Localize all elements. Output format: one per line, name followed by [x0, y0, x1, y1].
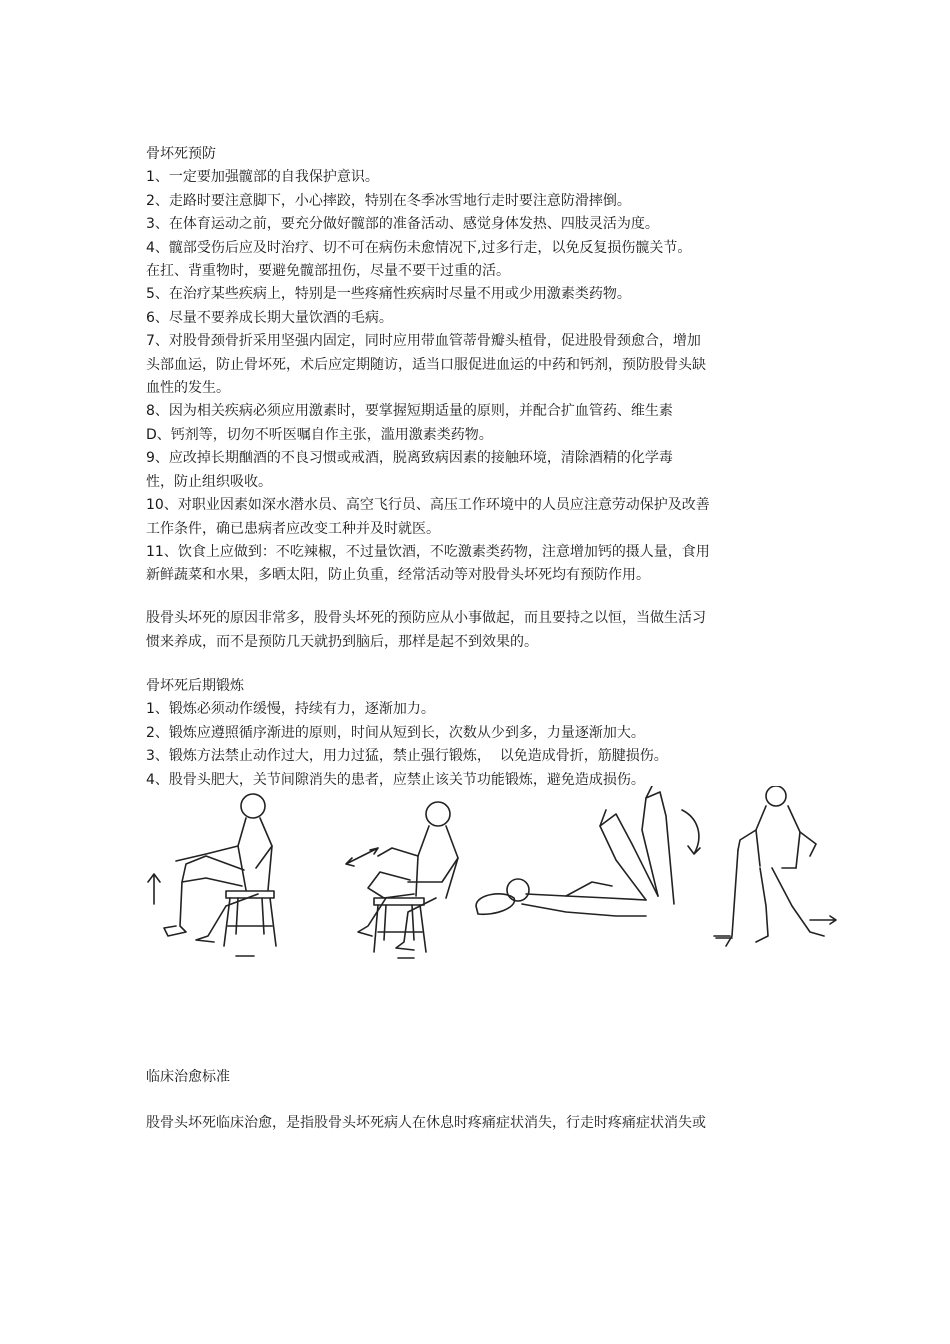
standing-leg-abduction-figure: [716, 786, 836, 946]
prevention-item: 8、因为相关疾病必须应用激素时，要掌握短期适量的原则，并配合扩血管药、维生素: [146, 403, 673, 420]
seated-knee-lift-figure: [148, 794, 276, 956]
exercise-item: 2、锻炼应遵照循序渐进的原则，时间从短到长，次数从少到多，力量逐渐加大。: [146, 724, 645, 741]
healing-text-block: [146, 1112, 812, 1135]
healing-text: 股骨头坏死临床治愈，是指股骨头坏死病人在休息时疼痛症状消失，行走时疼痛症状消失或: [146, 1115, 706, 1131]
prevention-item: 6、尽量不要养成长期大量饮酒的毛病。: [146, 309, 393, 326]
summary-paragraph: [146, 606, 812, 654]
exercise-title: 骨坏死后期锻炼: [146, 678, 244, 694]
prevention-item: 新鲜蔬菜和水果，多晒太阳，防止负重，经常活动等对股骨头坏死均有预防作用。: [146, 567, 650, 584]
prevention-item: 7、对股骨颈骨折采用坚强内固定，同时应用带血管蒂骨瓣头植骨，促进股骨颈愈合，增加: [146, 333, 701, 350]
prevention-item: 10、对职业因素如深水潜水员、高空飞行员、高压工作环境中的人员应注意劳动保护及改善: [146, 497, 710, 514]
prevention-item: 在扛、背重物时，要避免髋部扭伤，尽量不要干过重的活。: [146, 263, 510, 280]
prevention-item: 9、应改掉长期酗酒的不良习惯或戒酒，脱离致病因素的接触环境，清除酒精的化学毒: [146, 450, 673, 467]
prevention-item: 头部血运，防止骨坏死，术后应定期随访，适当口服促进血运的中药和钙剂，预防股骨头缺: [146, 356, 706, 373]
healing-section: [146, 1066, 812, 1089]
exercise-illustrations: [146, 786, 876, 966]
prevention-item: 1、一定要加强髋部的自我保护意识。: [146, 169, 379, 186]
healing-title: 临床治愈标准: [146, 1069, 230, 1085]
prevention-section: [146, 143, 812, 588]
exercise-section: [146, 675, 812, 792]
prevention-item: 工作条件，确已患病者应改变工种并及时就医。: [146, 520, 440, 537]
prevention-item: 2、走路时要注意脚下，小心摔跤，特别在冬季冰雪地行走时要注意防滑摔倒。: [146, 192, 631, 209]
exercise-item: 4、股骨头肥大，关节间隙消失的患者，应禁止该关节功能锻炼，避免造成损伤。: [146, 771, 645, 788]
supine-leg-raise-figure: [476, 786, 730, 936]
prevention-item: 血性的发生。: [146, 380, 230, 397]
prevention-item: 性，防止组织吸收。: [146, 473, 272, 490]
exercise-item: 1、锻炼必须动作缓慢，持续有力，逐渐加力。: [146, 701, 435, 718]
prevention-item: D、钙剂等，切勿不听医嘱自作主张，滥用激素类药物。: [146, 426, 493, 443]
summary-line: 惯来养成，而不是预防几天就扔到脑后，那样是起不到效果的。: [146, 634, 538, 650]
summary-line: 股骨头坏死的原因非常多，股骨头坏死的预防应从小事做起，而且要持之以恒，当做生活习: [146, 610, 706, 626]
seated-leg-cross-figure: [346, 802, 458, 958]
prevention-item: 11、饮食上应做到：不吃辣椒，不过量饮酒，不吃激素类药物，注意增加钙的摄人量，食用: [146, 543, 710, 560]
exercise-item: 3、锻炼方法禁止动作过大，用力过猛，禁止强行锻炼， 以免造成骨折，筋腱损伤。: [146, 748, 668, 765]
prevention-item: 5、在治疗某些疾病上，特别是一些疼痛性疾病时尽量不用或少用激素类药物。: [146, 286, 631, 303]
prevention-item: 4、髋部受伤后应及时治疗、切不可在病伤未愈情况下,过多行走，以免反复损伤髋关节。: [146, 239, 692, 256]
prevention-item: 3、在体育运动之前，要充分做好髋部的准备活动、感觉身体发热、四肢灵活为度。: [146, 216, 659, 233]
prevention-title: 骨坏死预防: [146, 146, 216, 162]
